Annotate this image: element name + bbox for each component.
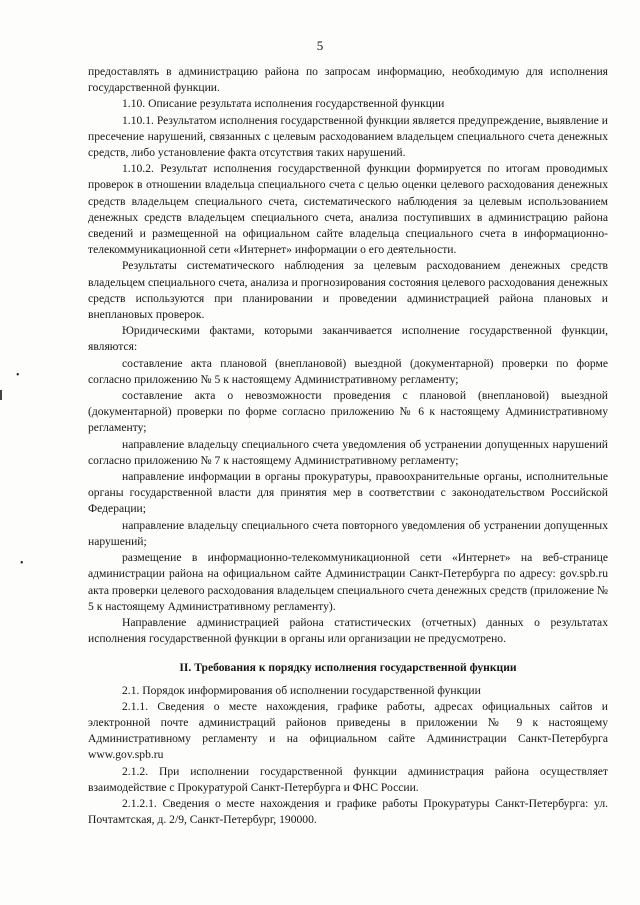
paragraph-monitoring-results: Результаты систематического наблюдения за целевым расходованием денежных средств владельцем специального счета, анализа и прогнозирования состояния целевого расходования денежных средств используются при планировании и проведении администрацией района плановых и внеплановых проверок.: [88, 259, 608, 322]
paragraph-1-10-2: 1.10.2. Результат исполнения государственной функции формируется по итогам проводимых проверок в отношении владельца специального счета с целью оценки целевого расходования денежных средств владельцем специального счета, систематического наблюдения за целевым использованием денежных средств владельцем специального счета, анализа поступивших в администрацию района сведений и размещенной на официальном сайте владельца специального счета в информационно-телекоммуникационной сети «Интернет» информации о его деятельности.: [88, 162, 608, 257]
scan-dot-mark: •: [16, 370, 20, 381]
paragraph-2-1: 2.1. Порядок информирования об исполнении государственной функции: [122, 683, 481, 697]
page-number: 5: [316, 38, 324, 53]
list-item-repeat-notice: направление владельцу специального счета повторного уведомления об устранении допущенных нарушений;: [88, 518, 608, 548]
document-body: [88, 64, 608, 828]
list-item-act-impossibility: составление акта о невозможности проведения с плановой (внеплановой) выездной (документарной) проверки по форме согласно приложению № 6 к настоящему Административному регламенту;: [88, 389, 608, 435]
paragraph-2-1-2-1: 2.1.2.1. Сведения о месте нахождения и графике работы Прокуратуры Санкт-Петербурга: ул. Почтамтская, д. 2/9, Санкт-Петербург, 190000.: [88, 796, 608, 827]
section-heading-2: II. Требования к порядку исполнения государственной функции: [179, 661, 517, 675]
paragraph-1-10-1: 1.10.1. Результатом исполнения государственной функции является предупреждение, выявление и пресечение нарушений, связанных с целевым расходованием владельцем специального счета денежных средств, либо установление факта отсутствия таких нарушений.: [88, 113, 608, 160]
list-item-notice-violations: направление владельцу специального счета уведомления об устранении допущенных нарушений согласно приложению № 7 к настоящему Административному регламенту;: [88, 437, 608, 467]
scan-dot-mark: •: [20, 558, 24, 569]
paragraph-statistics: Направление администрацией района статистических (отчетных) данных о результатах исполнения государственной функции в органы или организации не предусмотрено.: [88, 615, 608, 646]
scan-edge-mark: [0, 390, 2, 400]
list-item-act-inspection: составление акта плановой (внеплановой) выездной (документарной) проверки по форме согласно приложению № 5 к настоящему Административному регламенту;: [88, 356, 608, 386]
paragraph-2-1-2: 2.1.2. При исполнении государственной функции администрация района осуществляет взаимодействие с Прокуратурой Санкт-Петербурга и ФНС России.: [88, 764, 608, 794]
list-item-info-prosecution: направление информации в органы прокуратуры, правоохранительные органы, исполнительные органы государственной власти для принятия мер в соответствии с законодательством Российской Федерации;: [88, 470, 608, 516]
paragraph-continuation: предоставлять в администрацию района по запросам информацию, необходимую для исполнения государственной функции.: [88, 65, 608, 95]
paragraph-2-1-1: 2.1.1. Сведения о месте нахождения, графике работы, адресах официальных сайтов и электронной почте администраций районов приведены в приложении № 9 к настоящему Административному регламенту и на официальном сайте Администрации Санкт-Петербурга www.gov.spb.ru: [88, 699, 608, 762]
list-item-internet-publication: размещение в информационно-телекоммуникационной сети «Интернет» на веб-странице администрации района на официальном сайте Администрации Санкт-Петербурга по адресу: gov.spb.ru акта проверки целевого расходования владельцем специального счета денежных средств (приложение № 5 к настоящему Административному регламенту).: [88, 551, 608, 613]
paragraph-legal-facts: Юридическими фактами, которыми заканчивается исполнение государственной функции, являются:: [88, 324, 608, 354]
paragraph-section-1-10: 1.10. Описание результата исполнения государственной функции: [122, 97, 445, 111]
